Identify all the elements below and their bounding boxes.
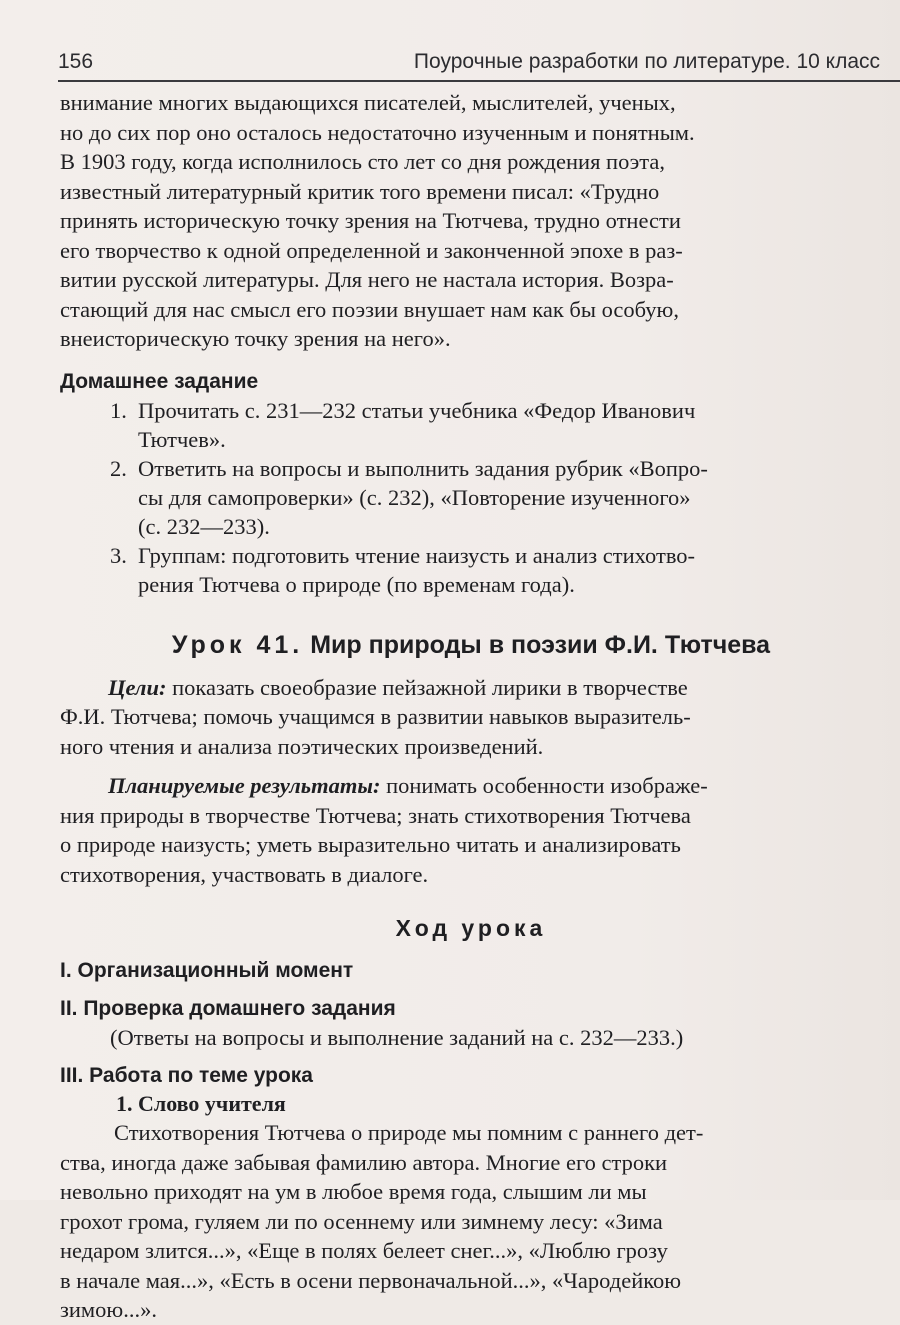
book-title: Поурочные разработки по литературе. 10 класс: [413, 50, 880, 73]
results-label: Планируемые результаты:: [108, 773, 381, 798]
text-line: витии русской литературы. Для него не настала история. Возра-: [60, 267, 674, 292]
goals-paragraph: [60, 673, 882, 762]
text-line: стихотворения, участвовать в диалоге.: [60, 861, 429, 887]
text-line: известный литературный критик того времени писал: «Трудно: [60, 178, 660, 204]
homework-item: [60, 454, 882, 541]
text-line: ства, иногда даже забывая фамилию автора. Многие его строки: [60, 1149, 668, 1175]
goals-label: Цели:: [108, 674, 167, 700]
text-line: зимою...».: [60, 1297, 157, 1322]
section-heading: I. Организационный момент: [60, 959, 354, 982]
text-line: невольно приходят на ум в любое время года, слышим ли мы: [60, 1179, 647, 1204]
text-line: Стихотворения Тютчева о природе мы помним с раннего дет-: [114, 1120, 704, 1145]
text-line: в начале мая...», «Есть в осени первоначальной...», «Чародейкою: [60, 1267, 682, 1293]
text-line: (с. 232—233).: [138, 513, 270, 539]
text-line: о природе наизусть; уметь выразительно читать и анализировать: [60, 832, 681, 857]
item-number: 3.: [110, 542, 127, 568]
results-first-line: [60, 771, 882, 801]
goals-first-line: [60, 673, 882, 703]
teacher-paragraph: [60, 1118, 882, 1325]
item-number: 1.: [110, 397, 127, 423]
homework-heading: Домашнее задание: [60, 369, 259, 393]
text-line: понимать особенности изображе-: [380, 773, 708, 798]
lesson-heading: [60, 629, 882, 661]
text-line: показать своеобразие пейзажной лирики в творчестве: [166, 674, 688, 700]
section-note: (Ответы на вопросы и выполнение заданий на с. 232—233.): [110, 1025, 684, 1050]
page-body: [60, 88, 882, 1325]
text-line: стающий для нас смысл его поэзии внушает нам как бы особую,: [60, 296, 679, 322]
subsection-heading: 1. Слово учителя: [116, 1091, 286, 1116]
homework-item: [60, 541, 882, 599]
lesson-number: Урок 41.: [171, 630, 304, 659]
text-line: В 1903 году, когда исполнилось сто лет со дня рождения поэта,: [60, 149, 665, 174]
text-line: Прочитать с. 231—232 статьи учебника «Федор Иванович: [138, 397, 696, 423]
text-line: ния природы в творчестве Тютчева; знать стихотворения Тютчева: [60, 802, 691, 828]
text-line: Ответить на вопросы и выполнить задания рубрик «Вопро-: [138, 455, 708, 481]
course-heading: Ход урока: [395, 915, 547, 941]
text-line: внеисторическую точку зрения на него».: [60, 326, 451, 351]
text-line: сы для самопроверки» (с. 232), «Повторение изученного»: [138, 484, 691, 510]
homework-item: [60, 396, 882, 454]
lesson-title: Мир природы в поэзии Ф.И. Тютчева: [310, 630, 771, 659]
text-line: принять историческую точку зрения на Тютчева, трудно отнести: [60, 208, 681, 233]
text-line: Тютчев».: [138, 426, 226, 452]
text-line: грохот грома, гуляем ли по осеннему или зимнему лесу: «Зима: [60, 1208, 663, 1234]
results-paragraph: [60, 771, 882, 889]
homework-list: [60, 396, 882, 599]
running-header: [58, 48, 900, 82]
text-line: внимание многих выдающихся писателей, мыслителей, ученых,: [60, 90, 676, 115]
text-line: недаром злится...», «Еще в полях белеет снег...», «Люблю грозу: [60, 1238, 668, 1263]
text-line: ного чтения и анализа поэтических произведений.: [60, 733, 544, 759]
text-line: Группам: подготовить чтение наизусть и анализ стихотво-: [138, 542, 696, 568]
intro-paragraph: [60, 88, 882, 354]
page-number: 156: [58, 50, 94, 73]
text-line: его творчество к одной определенной и законченной эпохе в раз-: [60, 237, 683, 263]
item-number: 2.: [110, 455, 127, 481]
text-line: Ф.И. Тютчева; помочь учащимся в развитии навыков выразитель-: [60, 704, 691, 729]
text-line: рения Тютчева о природе (по временам года).: [138, 571, 575, 597]
section-heading: III. Работа по теме урока: [60, 1064, 313, 1087]
text-line: но до сих пор оно осталось недостаточно изученным и понятным.: [60, 119, 695, 145]
section-heading: II. Проверка домашнего задания: [60, 997, 396, 1020]
